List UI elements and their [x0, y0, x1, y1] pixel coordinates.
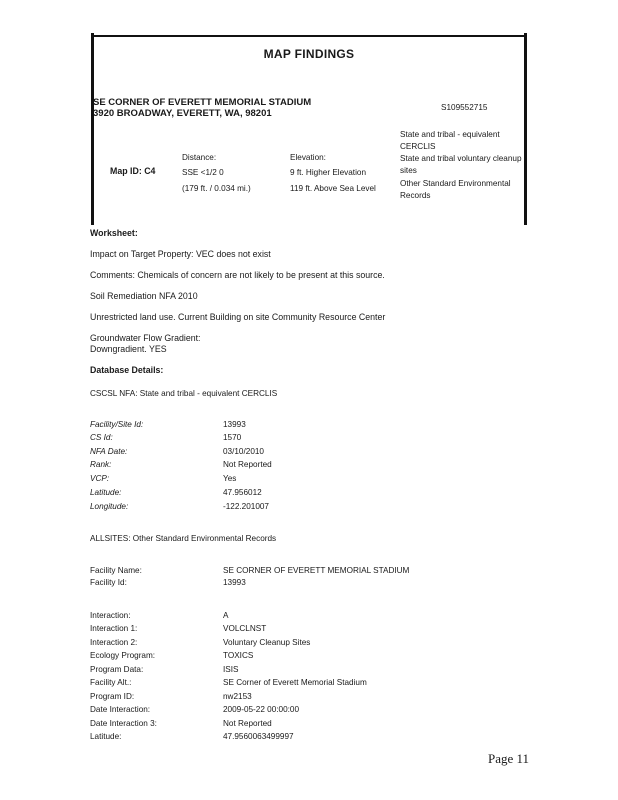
row-value: -122.201007 [223, 502, 269, 511]
section-title-cscsl: CSCSL NFA: State and tribal - equivalent CERCLIS [90, 389, 278, 398]
row-label: Interaction: [90, 611, 131, 620]
site-address: 3920 BROADWAY, EVERETT, WA, 98201 [93, 108, 272, 119]
row-label: Program ID: [90, 692, 135, 701]
row-label: Date Interaction: [90, 705, 151, 714]
row-label: Latitude: [90, 488, 122, 497]
row-value: 03/10/2010 [223, 447, 264, 456]
row-label: Program Data: [90, 665, 144, 674]
row-value: 13993 [223, 420, 246, 429]
distance-label: Distance: [182, 153, 217, 162]
row-label: Date Interaction 3: [90, 719, 157, 728]
header-border-left [91, 33, 94, 225]
database-item: Records [400, 191, 431, 200]
site-name: SE CORNER OF EVERETT MEMORIAL STADIUM [93, 97, 312, 108]
row-label: Interaction 1: [90, 624, 138, 633]
row-value: 1570 [223, 433, 242, 442]
section-title-allsites: ALLSITES: Other Standard Environmental Records [90, 534, 277, 543]
row-value: VOLCLNST [223, 624, 267, 633]
row-value: SE CORNER OF EVERETT MEMORIAL STADIUM [223, 566, 410, 575]
row-value: A [223, 611, 229, 620]
database-item: CERCLIS [400, 142, 436, 151]
row-label: Rank: [90, 460, 112, 469]
row-value: 13993 [223, 578, 246, 587]
elevation-label: Elevation: [290, 153, 326, 162]
page-title: MAP FINDINGS [263, 47, 355, 61]
row-label: Facility Alt.: [90, 678, 132, 687]
map-id: Map ID: C4 [110, 166, 156, 176]
row-value: 47.956012 [223, 488, 262, 497]
page-number: Page 11 [488, 751, 530, 766]
distance-detail: (179 ft. / 0.034 mi.) [182, 184, 251, 193]
header-border-right [524, 33, 527, 225]
row-label: Ecology Program: [90, 651, 156, 660]
database-details-heading: Database Details: [90, 365, 164, 375]
elevation-value: 9 ft. Higher Elevation [290, 168, 367, 177]
worksheet-impact: Impact on Target Property: VEC does not exist [90, 249, 271, 259]
row-value: SE Corner of Everett Memorial Stadium [223, 678, 367, 687]
row-value: Not Reported [223, 460, 272, 469]
worksheet-unrestricted: Unrestricted land use. Current Building on site Community Resource Center [90, 312, 386, 322]
row-label: NFA Date: [90, 447, 128, 456]
row-value: 47.9560063499997 [223, 732, 294, 741]
row-label: CS Id: [90, 433, 113, 442]
row-value: TOXICS [223, 651, 254, 660]
database-item: sites [400, 166, 417, 175]
row-value: Not Reported [223, 719, 272, 728]
worksheet-soil: Soil Remediation NFA 2010 [90, 291, 198, 301]
database-item: Other Standard Environmental [400, 179, 511, 188]
row-value: Voluntary Cleanup Sites [223, 638, 311, 647]
database-item: State and tribal - equivalent [400, 130, 500, 139]
worksheet-comments: Comments: Chemicals of concern are not likely to be present at this source. [90, 270, 385, 280]
header-border-top [93, 35, 525, 37]
row-value: Yes [223, 474, 237, 483]
row-label: Interaction 2: [90, 638, 138, 647]
row-value: ISIS [223, 665, 239, 674]
site-id: S109552715 [441, 103, 488, 112]
row-value: nw2153 [223, 692, 252, 701]
row-label: VCP: [90, 474, 110, 483]
worksheet-groundwater: Groundwater Flow Gradient: [90, 333, 201, 343]
row-label: Facility Name: [90, 566, 142, 575]
elevation-detail: 119 ft. Above Sea Level [290, 184, 376, 193]
worksheet-heading: Worksheet: [90, 228, 138, 238]
database-item: State and tribal voluntary cleanup [400, 154, 522, 163]
row-label: Longitude: [90, 502, 129, 511]
worksheet-groundwater-value: Downgradient. YES [90, 344, 167, 354]
row-label: Latitude: [90, 732, 122, 741]
distance-value: SSE <1/2 0 [182, 168, 224, 177]
row-value: 2009-05-22 00:00:00 [223, 705, 300, 714]
row-label: Facility/Site Id: [90, 420, 144, 429]
row-label: Facility Id: [90, 578, 127, 587]
